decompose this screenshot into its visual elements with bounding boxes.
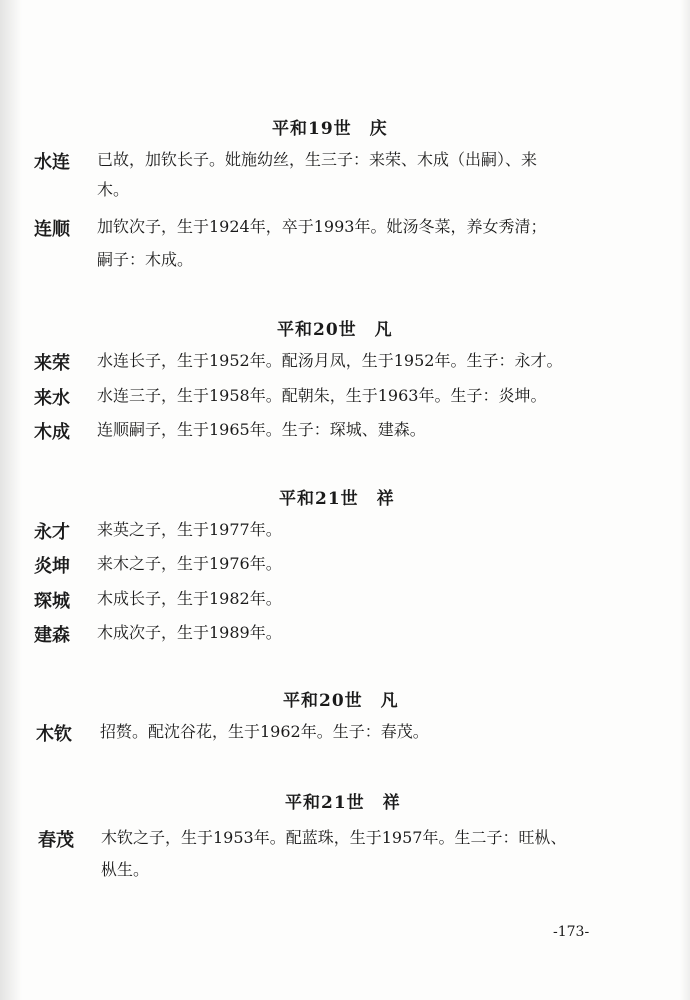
heading-label: 平和20世 xyxy=(277,320,357,340)
entry-name: 炎坤 xyxy=(34,556,70,577)
scan-edge-right xyxy=(680,0,690,1000)
entry-text-line: 木成长子，生于1982年。 xyxy=(97,589,282,608)
page-number: -173- xyxy=(553,924,590,940)
entry-name: 连顺 xyxy=(34,219,70,240)
entry-text-line: 连顺嗣子，生于1965年。生子：琛城、建森。 xyxy=(97,420,426,439)
generation-heading xyxy=(272,114,388,139)
generation-heading xyxy=(283,686,399,711)
heading-label: 平和21世 xyxy=(279,489,359,509)
entry-text-line: 招赘。配沈谷花，生于1962年。生子：春茂。 xyxy=(100,722,429,741)
entry-text-line: 嗣子：木成。 xyxy=(97,250,194,269)
scan-edge-left xyxy=(0,0,22,1000)
entry-text-line: 已故，加钦长子。妣施幼丝，生三子：来荣、木成（出嗣）、来 xyxy=(97,150,538,169)
entry-text-line: 水连三子，生于1958年。配朝朱，生于1963年。生子：炎坤。 xyxy=(97,386,547,405)
entry-name: 木钦 xyxy=(36,724,72,745)
entry-text-line: 来英之子，生于1977年。 xyxy=(97,520,282,539)
heading-label: 平和19世 xyxy=(272,119,352,139)
entry-text-line: 木钦之子，生于1953年。配蓝珠，生于1957年。生二子：旺枞、 xyxy=(101,828,567,847)
entry-text-line: 水连长子，生于1952年。配汤月凤，生于1952年。生子：永才。 xyxy=(97,351,563,370)
entry-name: 琛城 xyxy=(34,591,70,612)
entry-text-line: 来木之子，生于1976年。 xyxy=(97,554,282,573)
entry-name: 建森 xyxy=(34,625,70,646)
generation-heading xyxy=(285,788,401,813)
generation-heading xyxy=(277,315,393,340)
entry-text-line: 加钦次子，生于1924年，卒于1993年。妣汤冬菜，养女秀清； xyxy=(97,217,547,236)
entry-text-line: 枞生。 xyxy=(101,860,150,879)
entry-name: 来荣 xyxy=(34,353,70,374)
generation-character: 祥 xyxy=(382,793,401,813)
generation-character: 庆 xyxy=(369,119,388,139)
entry-name: 水连 xyxy=(34,152,70,173)
generation-character: 凡 xyxy=(380,691,399,711)
entry-name: 来水 xyxy=(34,388,70,409)
generation-character: 祥 xyxy=(376,489,395,509)
entry-name: 春茂 xyxy=(38,830,74,851)
heading-label: 平和20世 xyxy=(283,691,363,711)
heading-label: 平和21世 xyxy=(285,793,365,813)
entry-text-line: 木。 xyxy=(97,180,130,199)
entry-text-line: 木成次子，生于1989年。 xyxy=(97,623,282,642)
generation-character: 凡 xyxy=(374,320,393,340)
entry-name: 永才 xyxy=(34,522,70,543)
generation-heading xyxy=(279,484,395,509)
entry-name: 木成 xyxy=(34,422,70,443)
